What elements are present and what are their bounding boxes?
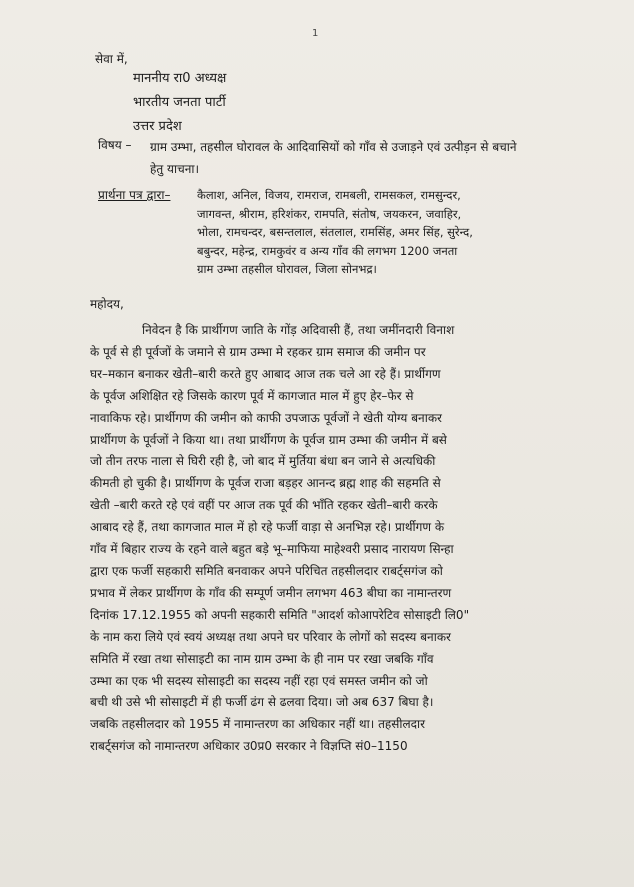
petitioners-line: ग्राम उम्भा तहसील घोरावल, जिला सोनभद्र। (197, 262, 377, 276)
body-line: निवेदन है कि प्रार्थीगण जाति के गोंड़ अदिवासी हैं, तथा जमींनदारी विनाश (142, 323, 455, 337)
addressee-party: भारतीय जनता पार्टी (133, 95, 226, 110)
body-line: के पूर्वज अशिक्षित रहे जिसके कारण पूर्व में कागजात माल में हुए हेर–फेर से (90, 388, 414, 403)
body-line: गाँव में बिहार राज्य के रहने वाले बहुत बड़े भू–माफिया माहेश्वरी प्रसाद नारायण सिन्हा (90, 542, 454, 557)
body-line: के पूर्व से ही पूर्वजों के जमाने से ग्राम उम्भा मे रहकर ग्राम समाज की जमीन पर (90, 344, 426, 359)
body-line: के नाम करा लिये एवं स्वयं अध्यक्ष तथा अपने घर परिवार के लोगों को सदस्य बनाकर (90, 629, 451, 644)
body-line: घर–मकान बनाकर खेती–बारी करते हुए आबाद आज तक चले आ रहे हैं। प्रार्थीगण (90, 366, 441, 381)
petitioners-label: प्रार्थना पत्र द्वारा– (98, 188, 171, 202)
body-line: खेती –बारी करते रहे एवं वहीं पर आज तक पूर्व की भाँति रहकर खेती–बारी करके (90, 498, 438, 513)
petitioners-line: जागवन्त, श्रीराम, हरिशंकर, रामपति, संतोष, जयकरन, जवाहिर, (197, 206, 462, 221)
body-line: जबकि तहसीलदार को 1955 में नामान्तरण का अधिकार नहीं था। तहसीलदार (90, 717, 426, 732)
body-line: जो तीन तरफ नाला से घिरी रही है, जो बाद में मुर्तिया बंधा बन जाने से अत्यधिकी (90, 454, 436, 469)
petitioners-list (197, 186, 545, 279)
body-line: राबर्ट्सगंज को नामान्तरण अधिकार उ0प्र0 सरकार ने विज्ञप्ति सं0–1150 (90, 739, 408, 754)
addressee-state: उत्तर प्रदेश (133, 119, 182, 134)
body-line: बची थी उसे भी सोसाइटी में ही फर्जी ढंग से ढलवा दिया। जो अब 637 बिघा है। (90, 695, 434, 710)
petitioners-line: बबुन्दर, महेन्द्र, रामकुवंर व अन्य गाँव की लगभग 1200 जनता (197, 243, 458, 258)
greeting: महोदय, (90, 297, 124, 311)
addressee-title: माननीय रा0 अध्यक्ष (133, 71, 227, 86)
petitioners-line: कैलाश, अनिल, विजय, रामराज, रामबली, रामसकल, रामसुन्दर, (197, 188, 461, 202)
body-line: कीमती हो चुकी है। प्रार्थीगण के पूर्वज राजा बड़हर आनन्द ब्रह्म शाह की सहमति से (90, 476, 441, 491)
body-line: समिति में रखा तथा सोसाइटी का नाम ग्राम उम्भा के ही नाम पर रखा जबकि गाँव (90, 651, 434, 666)
body-line: द्वारा एक फर्जी सहकारी समिति बनवाकर अपने परिचित तहसीलदार राबर्ट्सगंज को (90, 563, 443, 578)
body-line: दिनांक 17.12.1955 को अपनी सहकारी समिति "आदर्श कोआपरेटिव सोसाइटी लि0" (90, 607, 470, 622)
body-line: नावाकिफ रहे। प्रार्थीगण की जमीन को काफी उपजाऊ पूर्वजों ने खेती योग्य बनाकर (90, 410, 442, 425)
subject-text: ग्राम उम्भा, तहसील घोरावल के आदिवासियों को गाँव से उजाड़ने एवं उत्पीड़न से बचाने हेतु याचना। (150, 140, 517, 176)
body-line: उम्भा का एक भी सदस्य सोसाइटी का सदस्य नहीं रहा एवं समस्त जमीन को जो (90, 673, 428, 688)
body-line: आबाद रहे हैं, तथा कागजात माल में हो रहे फर्जी वाड़ा से अनभिज्ञ रहे। प्रार्थीगण के (90, 520, 445, 535)
page-mark: 1 (312, 28, 319, 39)
salutation: सेवा में, (95, 52, 128, 66)
body-line: प्रार्थीगण के पूर्वजों ने किया था। तथा प्रार्थीगण के पूर्वज ग्राम उम्भा की जमीन में बसे (90, 432, 447, 447)
letter-body (90, 320, 546, 758)
body-line: प्रभाव में लेकर प्रार्थीगण के गाँव की सम्पूर्ण जमीन लगभग 463 बीघा का नामान्तरण (90, 585, 452, 600)
subject-label: विषय – (98, 138, 132, 152)
petitioners-line: भोला, रामचन्दर, बसन्तलाल, संतलाल, रामसिंह, अमर सिंह, सुरेन्द, (197, 225, 473, 239)
